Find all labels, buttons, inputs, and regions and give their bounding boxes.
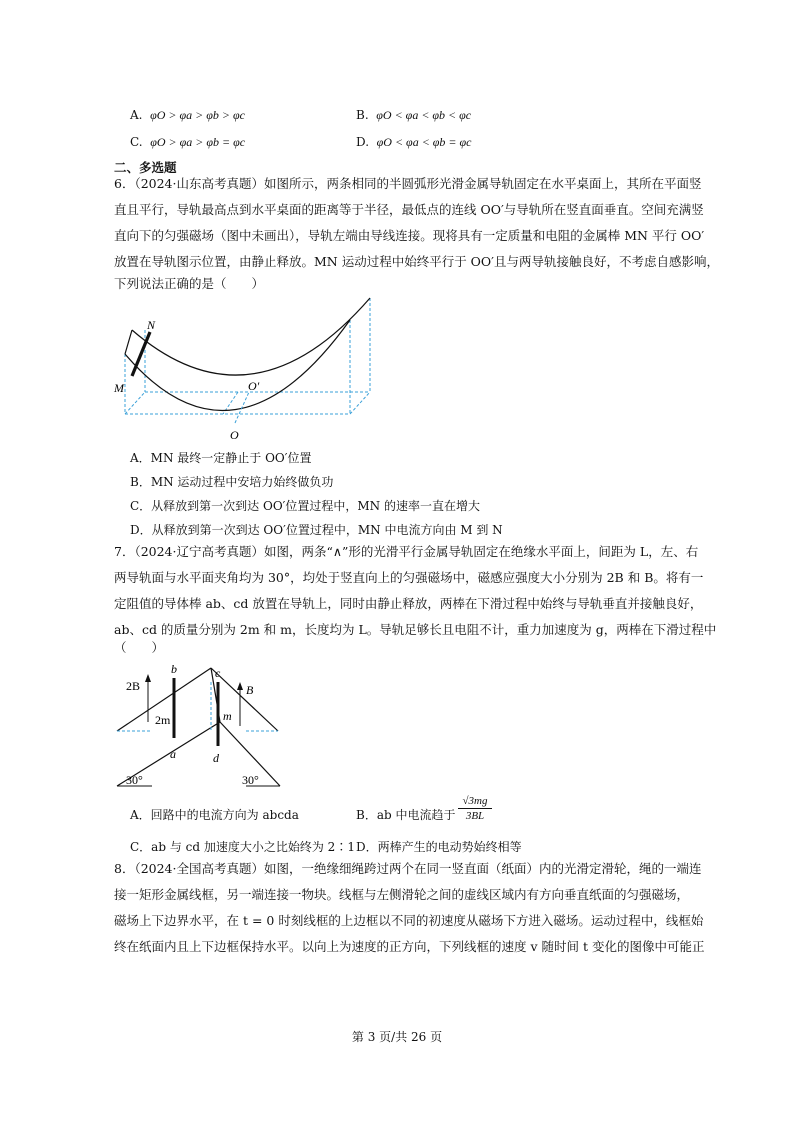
q7-option-a: A．回路中的电流方向为 abcda — [130, 808, 299, 822]
section-title: 二、多选题 — [114, 160, 177, 175]
q8-line-1: 8．（2024·全国高考真题）如图，一绝缘细绳跨过两个在同一竖直面（纸面）内的光滑定滑轮，绳的一端连 — [114, 861, 702, 876]
q6-label-m: M — [114, 381, 124, 395]
q7-figure — [108, 658, 288, 790]
q6-back-rail — [132, 298, 370, 375]
q7-label-mass-right: m — [223, 709, 232, 723]
q7-option-b-denominator: 3BL — [465, 810, 485, 822]
q6-option-b: B．MN 运动过程中安培力始终做负功 — [130, 475, 334, 489]
q8-line-4: 终在纸面内且上下边框保持水平。以向上为速度的正方向，下列线框的速度 v 随时间 t 变化的图像中可能正 — [114, 939, 705, 954]
q5-option-b-math: φO < φa < φb < φc — [376, 108, 472, 122]
q5-option-a: A. φO > φa > φb > φc — [130, 108, 245, 122]
q5-option-d: D. φO < φa < φb = φc — [356, 135, 472, 149]
q7-label-b: b — [171, 662, 177, 676]
q6-left-wire — [125, 330, 132, 354]
q7-option-b-numerator: √3mg — [458, 794, 492, 809]
q5-option-a-math: φO > φa > φb > φc — [150, 108, 245, 122]
q7-label-c: c — [215, 666, 221, 680]
q5-option-c-math: φO > φa > φb = φc — [150, 135, 246, 149]
q7-field-arrowhead-left — [145, 674, 151, 682]
q6-option-d: D．从释放到第一次到达 OO′位置过程中，MN 中电流方向由 M 到 N — [130, 523, 503, 537]
q6-line-2: 直且平行，导轨最高点到水平桌面的距离等于半径，最低点的连线 OO′与导轨所在竖直面垂直。空间充满竖 — [114, 202, 704, 217]
q5-option-b: B. φO < φa < φb < φc — [356, 108, 472, 122]
q7-label-d: d — [213, 751, 219, 765]
q7-label-mass-left: 2m — [155, 713, 171, 727]
q8-line-3: 磁场上下边界水平，在 t = 0 时刻线框的上边框以不同的初速度从磁场下方进入磁场。运动过程中，线框始 — [114, 913, 704, 928]
q6-line-4: 放置在导轨图示位置，由静止释放。MN 运动过程中始终平行于 OO′且与两导轨接触良好，不考虑自感影响， — [114, 254, 720, 269]
q7-line-1: 7．（2024·辽宁高考真题）如图，两条“∧”形的光滑平行金属导轨固定在绝缘水平面上，间距为 L，左、右 — [114, 544, 699, 559]
q7-label-a: a — [170, 747, 176, 761]
q6-line-5: 下列说法正确的是（ ） — [114, 276, 265, 291]
q6-front-rail — [125, 320, 350, 410]
q7-label-angle-right: 30° — [242, 773, 259, 787]
q7-line-3: 定阻值的导体棒 ab、cd 放置在导轨上，同时由静止释放，两棒在下滑过程中始终与导轨垂直并接触良好， — [114, 596, 703, 611]
q8-line-2: 接一矩形金属线框，另一端连接一物块。线框与左侧滑轮之间的虚线区域内有方向垂直纸面的匀强磁场， — [114, 887, 690, 902]
q6-table-frame — [125, 298, 370, 414]
q6-option-c: C．从释放到第一次到达 OO′位置过程中，MN 的速率一直在增大 — [130, 499, 481, 513]
q7-line-5: （ ） — [114, 640, 165, 655]
page-footer: 第 3 页/共 26 页 — [351, 1030, 443, 1044]
q5-option-c: C. φO > φa > φb = φc — [130, 135, 246, 149]
q7-field-arrowhead-right — [237, 682, 243, 690]
q7-upper-rail-right — [211, 668, 278, 731]
q7-label-field-left: 2B — [126, 679, 141, 693]
q7-label-angle-left: 30° — [126, 773, 143, 787]
q6-rod-mn — [132, 332, 150, 376]
q6-option-a: A．MN 最终一定静止于 OO′位置 — [130, 451, 312, 465]
q6-line-1: 6．（2024·山东高考真题）如图所示，两条相同的半圆弧形光滑金属导轨固定在水平桌面上，其所在平面竖 — [114, 176, 702, 191]
q6-label-n: N — [147, 318, 156, 332]
q7-line-4: ab、cd 的质量分别为 2m 和 m，长度均为 L。导轨足够长且电阻不计，重力加速度为 g，两棒在下滑过程中 — [114, 622, 717, 637]
q7-option-d: D．两棒产生的电动势始终相等 — [356, 840, 522, 854]
q7-option-c: C．ab 与 cd 加速度大小之比始终为 2∶1 — [130, 840, 355, 854]
q7-option-b-prefix: B．ab 中电流趋于 — [356, 808, 456, 822]
q7-option-b-fraction — [458, 794, 492, 823]
q7-line-2: 两导轨面与水平面夹角均为 30°，均处于竖直向上的匀强磁场中，磁感应强度大小分别为 2B 和 B。将有一 — [114, 570, 704, 585]
q5-option-d-math: φO < φa < φb = φc — [376, 135, 472, 149]
q6-label-o-prime: O′ — [248, 379, 260, 393]
q6-line-3: 直向下的匀强磁场（图中未画出），导轨左端由导线连接。现将具有一定质量和电阻的金属棒 MN 平行 OO′ — [114, 228, 705, 243]
q6-figure — [108, 292, 383, 444]
q6-label-o: O — [230, 428, 239, 442]
q7-label-field-right: B — [246, 683, 254, 697]
